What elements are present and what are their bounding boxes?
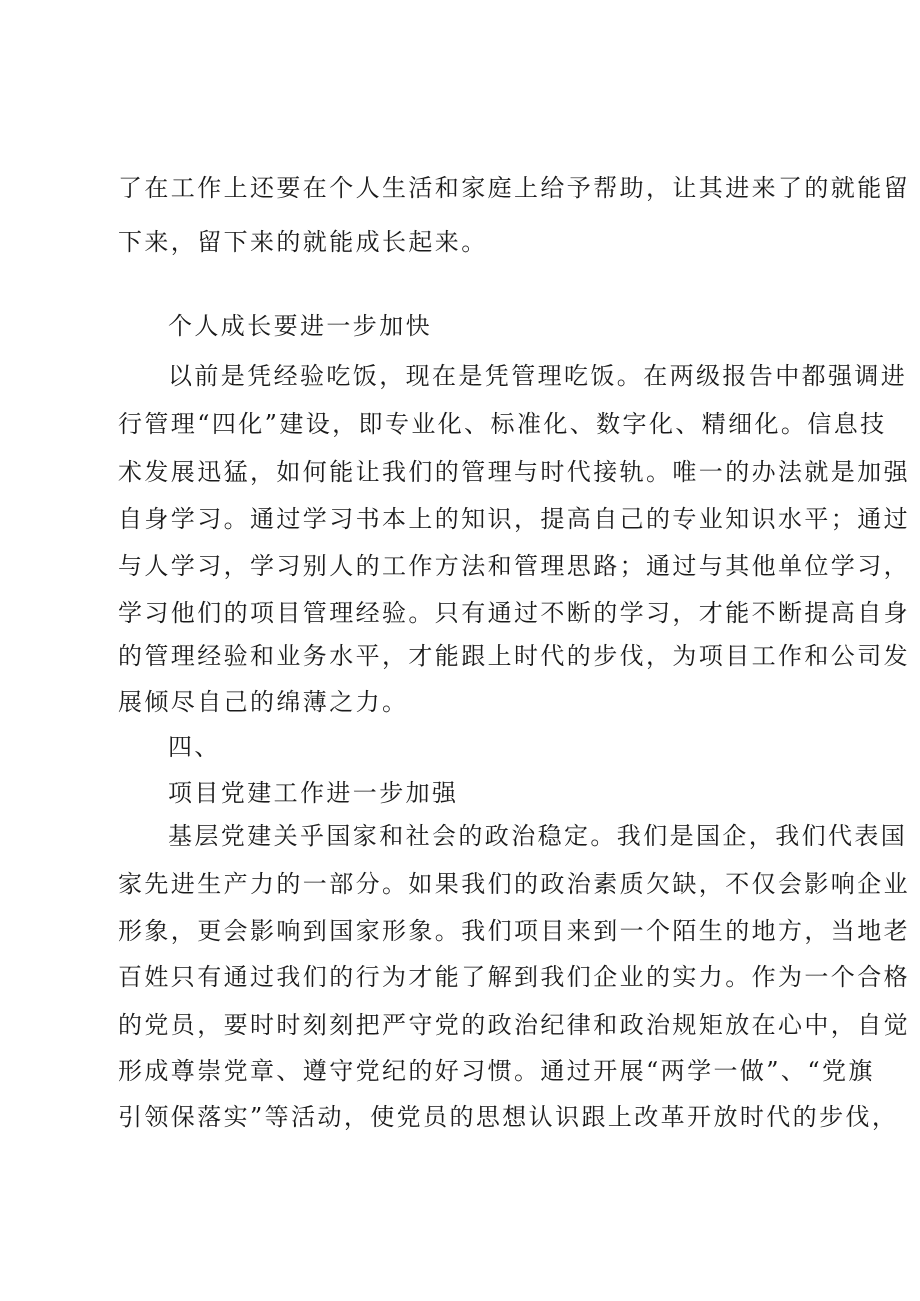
- paragraph-line: 自身学习。通过学习书本上的知识，提高自己的专业知识水平；通过: [118, 505, 910, 533]
- paragraph-line: 的管理经验和业务水平，才能跟上时代的步伐，为项目工作和公司发: [118, 642, 910, 670]
- paragraph-line: 形象，更会影响到国家形象。我们项目来到一个陌生的地方，当地老: [118, 917, 910, 945]
- section-heading: 项目党建工作进一步加强: [168, 779, 459, 807]
- paragraph-line: 基层党建关乎国家和社会的政治稳定。我们是国企，我们代表国: [168, 822, 908, 850]
- paragraph-line: 形成尊崇党章、遵守党纪的好习惯。通过开展“两学一做”、“党旗: [118, 1057, 875, 1085]
- paragraph-line: 术发展迅猛，如何能让我们的管理与时代接轨。唯一的办法就是加强: [118, 458, 910, 486]
- section-number: 四、: [168, 733, 221, 761]
- paragraph-line: 的党员，要时时刻刻把严守党的政治纪律和政治规矩放在心中，自觉: [118, 1011, 910, 1039]
- paragraph-line: 行管理“四化”建设，即专业化、标准化、数字化、精细化。信息技: [118, 410, 887, 438]
- paragraph-line: 引领保落实”等活动，使党员的思想认识跟上改革开放时代的步伐，: [118, 1103, 899, 1131]
- paragraph-line: 家先进生产力的一部分。如果我们的政治素质欠缺，不仅会影响企业: [118, 870, 910, 898]
- paragraph-line: 与人学习，学习别人的工作方法和管理思路；通过与其他单位学习，: [118, 552, 910, 580]
- paragraph-line: 了在工作上还要在个人生活和家庭上给予帮助，让其进来了的就能留: [118, 174, 910, 202]
- paragraph-line: 以前是凭经验吃饭，现在是凭管理吃饭。在两级报告中都强调进: [168, 362, 908, 390]
- paragraph-line: 学习他们的项目管理经验。只有通过不断的学习，才能不断提高自身: [118, 599, 910, 627]
- paragraph-line: 下来，留下来的就能成长起来。: [118, 228, 488, 256]
- paragraph-line: 百姓只有通过我们的行为才能了解到我们企业的实力。作为一个合格: [118, 963, 910, 991]
- paragraph-line: 展倾尽自己的绵薄之力。: [118, 688, 409, 716]
- section-heading: 个人成长要进一步加快: [168, 312, 432, 340]
